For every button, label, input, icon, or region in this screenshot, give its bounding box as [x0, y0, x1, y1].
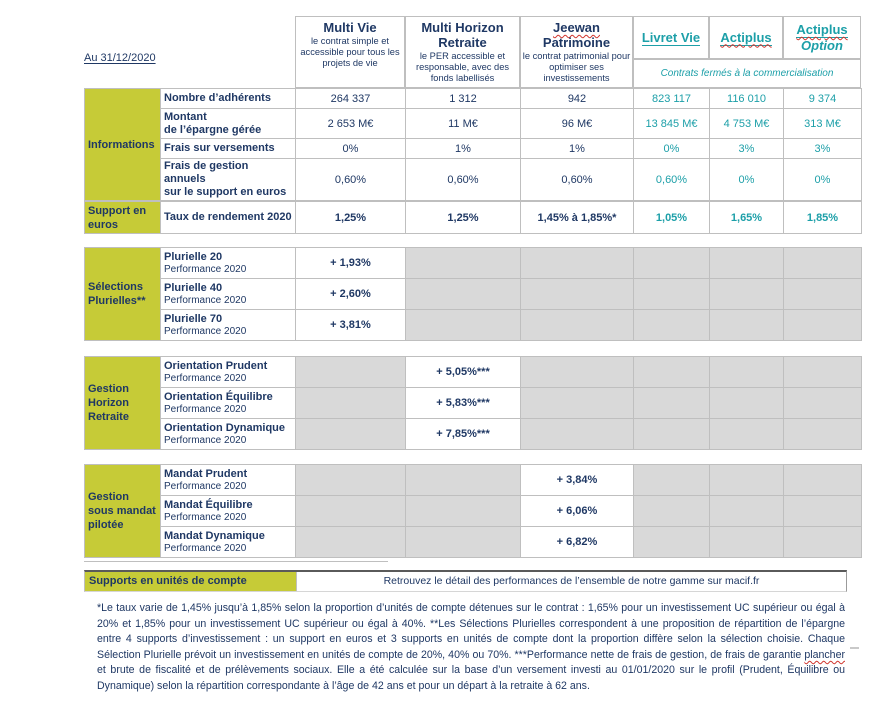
product-title: Multi Horizon: [421, 20, 504, 35]
performance-sublabel: Performance 2020: [164, 372, 247, 384]
cell-jeewan: + 6,82%: [521, 527, 634, 558]
cell-multi-horizon: 11 M€: [406, 109, 521, 139]
fund-name: Orientation Équilibre: [164, 390, 273, 403]
cell-jeewan: 1,45% à 1,85%*: [521, 202, 634, 234]
row-label-orientation-prudent: [161, 357, 296, 388]
cell-na: [784, 357, 862, 388]
cell-na: [710, 357, 784, 388]
product-title: Actiplus: [796, 22, 848, 37]
cell-na: [784, 248, 862, 279]
cell-multi-horizon: 1 312: [406, 89, 521, 109]
performance-sublabel: Performance 2020: [164, 511, 247, 523]
performance-sublabel: Performance 2020: [164, 542, 247, 554]
cell-na: [710, 279, 784, 310]
section-label-line2: sous mandat: [88, 505, 156, 517]
cell-na: [406, 465, 521, 496]
cell-jeewan: 1%: [521, 139, 634, 159]
section-label-informations: Informations: [85, 89, 161, 201]
cell-na: [634, 496, 710, 527]
cell-multi-vie: + 3,81%: [296, 310, 406, 341]
cell-na: [521, 357, 634, 388]
supports-uc-row: [84, 570, 847, 592]
cell-actiplus: 0%: [710, 159, 784, 201]
cell-na: [634, 465, 710, 496]
fund-name: Plurielle 70: [164, 312, 223, 325]
gestion-sous-mandat-table: [84, 464, 862, 558]
cell-multi-vie: 0,60%: [296, 159, 406, 201]
product-subtitle: le PER accessible et responsable, avec des fonds labellisés: [415, 51, 510, 83]
cell-na: [521, 279, 634, 310]
section-label-line2: Horizon: [88, 397, 129, 409]
divider-line: [84, 561, 388, 562]
performance-sublabel: Performance 2020: [164, 434, 247, 446]
cell-actiplus: 4 753 M€: [710, 109, 784, 139]
closed-contracts-note: Contrats fermés à la commercialisation: [633, 59, 861, 88]
performance-sublabel: Performance 2020: [164, 480, 247, 492]
cell-multi-horizon: 1%: [406, 139, 521, 159]
cell-na: [296, 496, 406, 527]
row-label-frais-gestion: [161, 159, 296, 201]
cell-livret-vie: 0,60%: [634, 159, 710, 201]
row-label-mandat-equilibre: [161, 496, 296, 527]
informations-table: [84, 88, 862, 201]
uc-note-text: Retrouvez le détail des performances de l’ensemble de notre gamme sur macif.fr: [383, 575, 760, 587]
row-label-taux-rendement: Taux de rendement 2020: [161, 202, 296, 234]
cell-multi-vie: 0%: [296, 139, 406, 159]
cell-multi-vie: + 1,93%: [296, 248, 406, 279]
cell-actiplus: 116 010: [710, 89, 784, 109]
performance-sublabel: Performance 2020: [164, 325, 247, 337]
section-label-gestion-mandat: [85, 465, 161, 558]
performance-sublabel: Performance 2020: [164, 403, 247, 415]
footnote-part2: et brute de fiscalité et de prélèvements sociaux. Elle a été calculée sur la base d’un versement investi au 01/01/2020 sur le profil (Prudent, Équilibre ou Dynamique) selon la répartition correspondante à l’âge de 42 ans et pour un départ à la retraite à 62 ans.: [97, 664, 845, 692]
row-label-mandat-prudent: [161, 465, 296, 496]
cell-na: [406, 310, 521, 341]
row-label-line2: sur le support en euros: [164, 186, 287, 198]
cell-multi-horizon: + 5,05%***: [406, 357, 521, 388]
performance-sublabel: Performance 2020: [164, 263, 247, 275]
cell-na: [296, 419, 406, 450]
cell-na: [634, 248, 710, 279]
cell-na: [784, 419, 862, 450]
cell-na: [710, 465, 784, 496]
product-title: Jeewan: [553, 20, 600, 35]
cell-na: [406, 279, 521, 310]
cell-na: [710, 419, 784, 450]
cell-na: [296, 388, 406, 419]
as-of-date: Au 31/12/2020: [84, 52, 156, 64]
product-subtitle: le contrat simple et accessible pour tous les projets de vie: [300, 36, 400, 68]
cell-na: [784, 279, 862, 310]
footnote: [97, 601, 845, 695]
cell-na: [784, 388, 862, 419]
fund-name: Mandat Dynamique: [164, 529, 265, 542]
cell-na: [634, 527, 710, 558]
cell-na: [296, 527, 406, 558]
product-title-option: Option: [801, 38, 843, 53]
product-title-line2: Patrimoine: [542, 35, 611, 50]
cell-actiplus-option: 3%: [784, 139, 862, 159]
cell-na: [634, 279, 710, 310]
fund-name: Plurielle 40: [164, 281, 223, 294]
row-label-frais-versements: Frais sur versements: [161, 139, 296, 159]
row-label-mandat-dynamique: [161, 527, 296, 558]
section-label-line2: euros: [88, 218, 118, 231]
cell-jeewan: + 3,84%: [521, 465, 634, 496]
cell-actiplus: 1,65%: [710, 202, 784, 234]
cell-na: [634, 357, 710, 388]
cell-na: [406, 496, 521, 527]
artifact-dash: [850, 647, 859, 649]
section-label-support-euros: [85, 202, 161, 234]
cell-na: [406, 248, 521, 279]
col-header-actiplus: [709, 16, 783, 59]
cell-na: [521, 248, 634, 279]
section-label-gestion-horizon: [85, 357, 161, 450]
fund-name: Plurielle 20: [164, 250, 223, 263]
col-header-livret-vie: [633, 16, 709, 59]
cell-na: [710, 248, 784, 279]
cell-actiplus-option: 0%: [784, 159, 862, 201]
performance-sublabel: Performance 2020: [164, 294, 247, 306]
cell-na: [634, 388, 710, 419]
cell-livret-vie: 823 117: [634, 89, 710, 109]
cell-na: [521, 419, 634, 450]
cell-multi-vie: + 2,60%: [296, 279, 406, 310]
support-euros-table: [84, 201, 862, 234]
section-label-line2: Plurielles**: [88, 295, 146, 307]
cell-na: [296, 465, 406, 496]
cell-na: [710, 310, 784, 341]
cell-na: [521, 310, 634, 341]
cell-jeewan: 96 M€: [521, 109, 634, 139]
row-label-line2: de l’épargne gérée: [164, 123, 262, 136]
col-header-multi-vie: [295, 16, 405, 88]
cell-na: [710, 496, 784, 527]
cell-na: [634, 310, 710, 341]
cell-multi-horizon: + 7,85%***: [406, 419, 521, 450]
cell-multi-vie: 2 653 M€: [296, 109, 406, 139]
row-label-plurielle-40: [161, 279, 296, 310]
cell-actiplus-option: 1,85%: [784, 202, 862, 234]
col-header-actiplus-option: [783, 16, 861, 59]
cell-actiplus-option: 313 M€: [784, 109, 862, 139]
row-label-orientation-equilibre: [161, 388, 296, 419]
section-label-line3: pilotée: [88, 519, 124, 531]
row-label-line1: Frais de gestion annuels: [164, 160, 249, 185]
product-title: Actiplus: [720, 29, 772, 45]
section-label-line1: Gestion: [88, 383, 129, 395]
cell-livret-vie: 0%: [634, 139, 710, 159]
cell-na: [710, 388, 784, 419]
cell-na: [710, 527, 784, 558]
section-label-line1: Support en: [88, 204, 147, 217]
cell-na: [521, 388, 634, 419]
product-subtitle: le contrat patrimonial pour optimiser ses investissements: [522, 51, 631, 83]
cell-na: [784, 465, 862, 496]
col-header-multi-horizon-retraite: [405, 16, 520, 88]
section-label-line1: Gestion: [88, 491, 129, 503]
footnote-part1: *Le taux varie de 1,45% jusqu’à 1,85% selon la proportion d’unités de compte détenues sur le contrat : 1,65% pour un investissement UC supérieur ou égal à 20% et 1,85% pour un investissement UC supérieur ou égal à 40%. **Les Sélections Plurielles correspondent à une proposition de répartition de l’épargne entre 4 supports d’investissement : un support en euros et 3 supports en unités de compte dont la proportion diffère selon la sélection choisie. Chaque Sélection Plurielle prévoit un investissement en unités de compte de 20%, 40% ou 70%. ***Performance nette de frais de gestion, de frais de garantie: [97, 602, 845, 661]
cell-na: [784, 496, 862, 527]
cell-jeewan: 942: [521, 89, 634, 109]
row-label-plurielle-20: [161, 248, 296, 279]
cell-na: [784, 527, 862, 558]
selections-plurielles-table: [84, 247, 862, 341]
row-label-epargne: [161, 109, 296, 139]
cell-na: [296, 357, 406, 388]
section-label-line3: Retraite: [88, 411, 129, 423]
fund-name: Mandat Prudent: [164, 467, 248, 480]
cell-jeewan: + 6,06%: [521, 496, 634, 527]
fund-name: Mandat Équilibre: [164, 498, 253, 511]
cell-actiplus: 3%: [710, 139, 784, 159]
cell-multi-horizon: 1,25%: [406, 202, 521, 234]
product-title: Multi Vie: [323, 20, 377, 35]
row-label-line1: Montant: [164, 110, 207, 123]
cell-na: [634, 419, 710, 450]
section-label-line1: Sélections: [88, 281, 144, 293]
fund-name: Orientation Dynamique: [164, 421, 286, 434]
cell-multi-horizon: + 5,83%***: [406, 388, 521, 419]
section-label-supports-uc: Supports en unités de compte: [85, 572, 297, 591]
cell-jeewan: 0,60%: [521, 159, 634, 201]
cell-multi-vie: 1,25%: [296, 202, 406, 234]
fund-name: Orientation Prudent: [164, 359, 268, 372]
cell-actiplus-option: 9 374: [784, 89, 862, 109]
cell-na: [406, 527, 521, 558]
row-label-plurielle-70: [161, 310, 296, 341]
section-label-selections-plurielles: [85, 248, 161, 341]
cell-livret-vie: 13 845 M€: [634, 109, 710, 139]
cell-multi-vie: 264 337: [296, 89, 406, 109]
cell-na: [784, 310, 862, 341]
row-label-adherents: Nombre d’adhérents: [161, 89, 296, 109]
footnote-wavy-word: plancher: [804, 648, 845, 661]
gestion-horizon-retraite-table: [84, 356, 862, 450]
product-title-line2: Retraite: [438, 35, 487, 50]
row-label-orientation-dynamique: [161, 419, 296, 450]
col-header-jeewan-patrimoine: [520, 16, 633, 88]
cell-livret-vie: 1,05%: [634, 202, 710, 234]
product-title: Livret Vie: [641, 29, 701, 45]
cell-multi-horizon: 0,60%: [406, 159, 521, 201]
